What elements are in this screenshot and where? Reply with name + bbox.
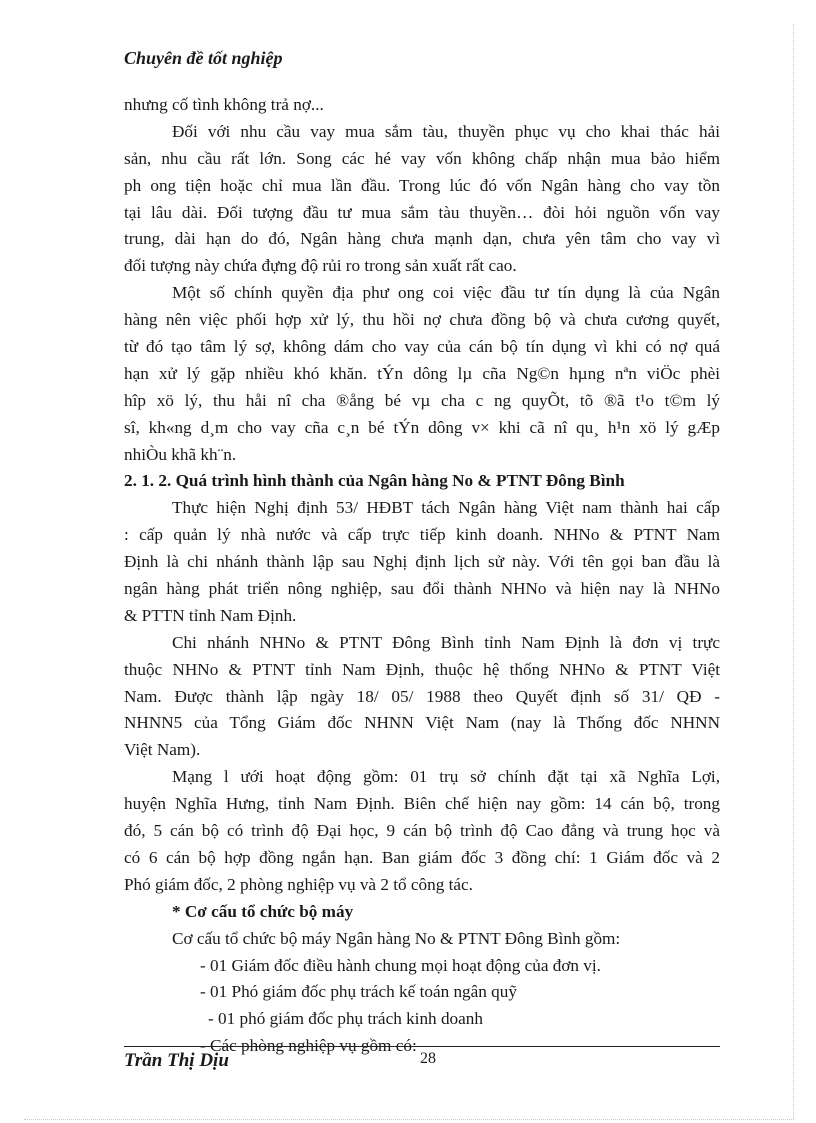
text-line: Nam. Được thành lập ngày 18/ 05/ 1988 theo Quyết định số 31/ QĐ - (124, 686, 720, 706)
text-line: Cơ cấu tổ chức bộ máy Ngân hàng No & PTNT Đông Bình gồm: (172, 928, 621, 948)
text-line: ngân hàng phát triển nông nghiệp, sau đổi thành NHNo và hiện nay là NHNo (124, 579, 720, 599)
text-line: đó, 5 cán bộ có trình độ Đại học, 9 cán bộ trình độ Cao đẳng và trung học và (124, 821, 720, 841)
text-line: Phó giám đốc, 2 phòng nghiệp vụ và 2 tổ công tác. (124, 874, 473, 894)
list-item: - 01 phó giám đốc phụ trách kinh doanh (208, 1009, 483, 1029)
page-border-right (793, 24, 794, 1119)
text-line: Chi nhánh NHNo & PTNT Đông Bình tỉnh Nam Định là đơn vị trực (172, 632, 720, 652)
list-item: - 01 Giám đốc điều hành chung mọi hoạt động của đơn vị. (200, 955, 601, 975)
text-line: Mạng l ưới hoạt động gồm: 01 trụ sở chính đặt tại xã Nghĩa Lợi, (172, 767, 720, 787)
list-item: - 01 Phó giám đốc phụ trách kế toán ngân quỹ (200, 982, 517, 1002)
text-line: Việt Nam). (124, 740, 201, 760)
text-line: hîp xö lý, thu håi nî cha ®ång bé vµ cha c ng quyÕt, tõ ®ã t¹o t©m lý (124, 390, 720, 410)
text-line: huyện Nghĩa Hưng, tỉnh Nam Định. Biên chế hiện nay gồm: 14 cán bộ, trong (124, 794, 720, 814)
text-line: tại lâu dài. Đối tượng đầu tư mua sắm tàu thuyền… đòi hỏi nguồn vốn vay (124, 202, 720, 222)
subsection-heading: * Cơ cấu tổ chức bộ máy (172, 901, 354, 921)
text-line: NHNN5 của Tổng Giám đốc NHNN Việt Nam (nay là Thống đốc NHNN (124, 713, 720, 733)
footer-divider (124, 1046, 720, 1047)
page-number: 28 (420, 1050, 436, 1067)
text-line: sî, kh«ng d¸m cho vay cña c¸n bé tÝn dông v× khi cã nî qu¸ h¹n xö lý gÆp (124, 417, 720, 437)
text-line: hàng nên việc phối hợp xử lý, thu hồi nợ chưa đồng bộ và chưa cương quyết, (124, 310, 720, 330)
text-line: nhưng cố tình không trả nợ... (124, 95, 324, 114)
text-line: Một số chính quyền địa phư ong coi việc đầu tư tín dụng là của Ngân (172, 283, 720, 303)
text-line: Đối với nhu cầu vay mua sắm tàu, thuyền phục vụ cho khai thác hải (172, 121, 720, 141)
text-line: : cấp quản lý nhà nước và cấp trực tiếp kinh doanh. NHNo & PTNT Nam (124, 525, 720, 545)
text-line: thuộc NHNo & PTNT tỉnh Nam Định, thuộc hệ thống NHNo & PTNT Việt (124, 659, 720, 679)
footer-author: Trần Thị Dịu (124, 1050, 229, 1071)
text-line: ph ong tiện hoặc chỉ mua lần đầu. Trong lúc đó vốn Ngân hàng cho vay tồn (124, 175, 720, 195)
list-item: - Các phòng nghiệp vụ gồm có: (200, 1036, 417, 1056)
text-line: Định là chi nhánh thành lập sau Nghị định lịch sử này. Với tên gọi ban đầu là (124, 552, 720, 572)
text-line: hạn xử lý gặp nhiều khó khăn. tÝn dông lµ cña Ng©n hµng nªn viÖc phèi (124, 363, 720, 383)
text-line: sản, nhu cầu rất lớn. Song các hé vay vốn không chấp nhận mua bảo hiểm (124, 148, 720, 168)
text-line: nhiÒu khã kh¨n. (124, 444, 237, 464)
text-line: & PTTN tỉnh Nam Định. (124, 605, 297, 625)
text-line: đối tượng này chứa đựng độ rủi ro trong sản xuất rất cao. (124, 256, 517, 276)
body-text (124, 92, 720, 1060)
text-line: trung, dài hạn do đó, Ngân hàng chưa mạnh dạn, chưa yên tâm cho vay vì (124, 229, 720, 249)
section-heading: 2. 1. 2. Quá trình hình thành của Ngân hàng No & PTNT Đông Bình (124, 471, 625, 491)
page-border-bottom (24, 1119, 794, 1120)
text-line: Thực hiện Nghị định 53/ HĐBT tách Ngân hàng Việt nam thành hai cấp (172, 498, 720, 518)
text-line: từ đó tạo tâm lý sợ, không dám cho vay của cán bộ tín dụng vì khi có nợ quá (124, 337, 720, 357)
text-line: có 6 cán bộ hợp đồng ngắn hạn. Ban giám đốc 3 đồng chí: 1 Giám đốc và 2 (124, 847, 720, 867)
header-title: Chuyên đề tốt nghiệp (124, 48, 283, 68)
